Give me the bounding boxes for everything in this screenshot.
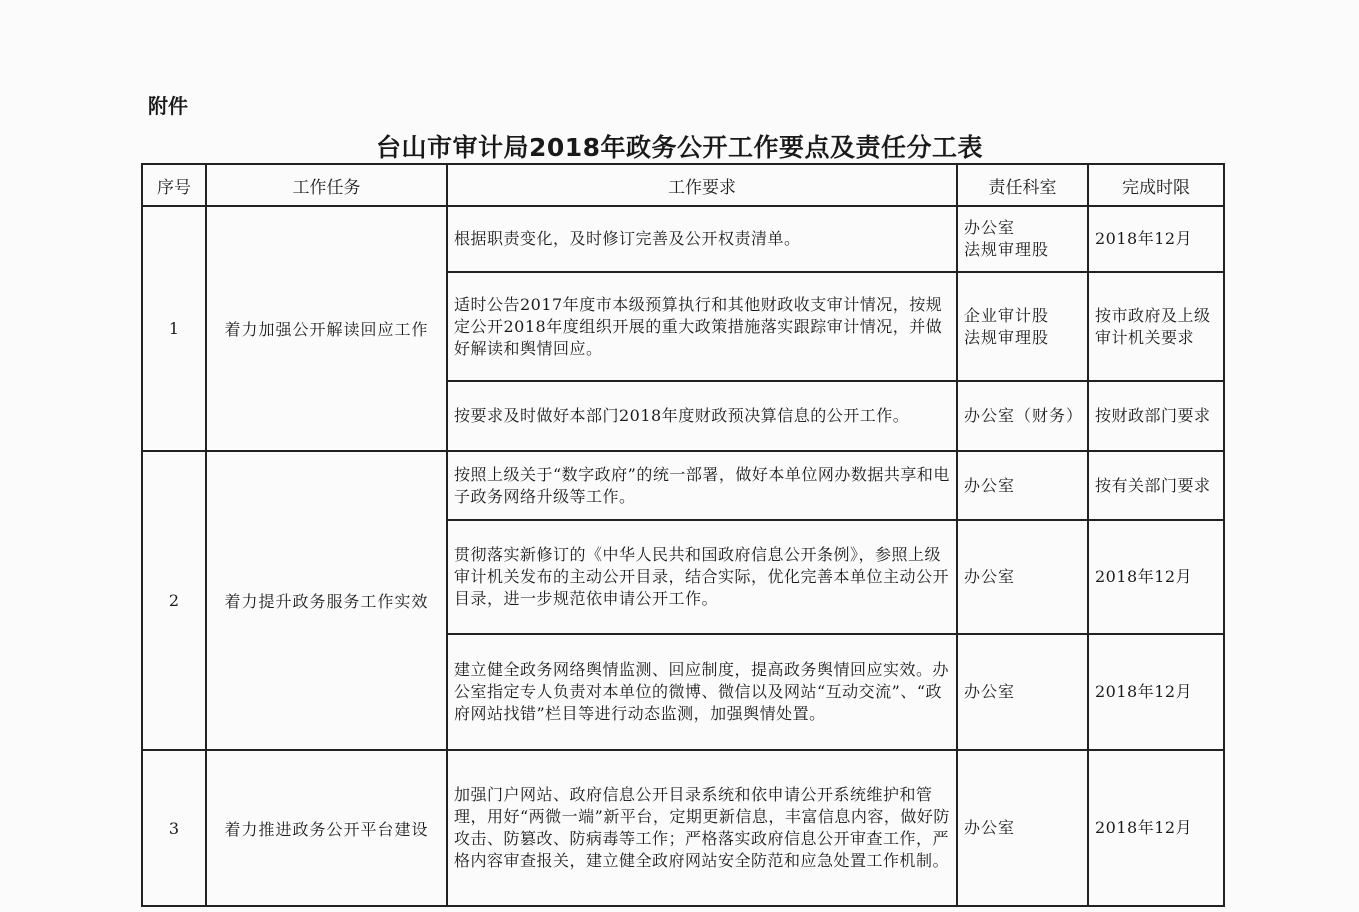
table-row [142,750,1224,906]
work-requirement: 按要求及时做好本部门2018年度财政预决算信息的公开工作。 [447,381,957,451]
responsibility-table [141,163,1225,907]
department-name: 法规审理股 [964,327,1050,347]
department-name: 办公室 [964,567,1016,586]
responsible-department [957,272,1088,381]
work-task: 着力提升政务服务工作实效 [206,451,447,750]
work-requirement: 加强门户网站、政府信息公开目录系统和依申请公开系统维护和管理，用好“两微一端”新平台，定期更新信息，丰富信息内容，做好防攻击、防篡改、防病毒等工作；严格落实政府信息公开审查工作，严格内容审查报关，建立健全政府网站安全防范和应急处置工作机制。 [447,750,957,906]
department-name: 企业审计股 [964,305,1050,325]
header-task: 工作任务 [206,164,447,206]
department-name: 办公室（财务） [964,406,1084,425]
header-number: 序号 [142,164,206,206]
header-department: 责任科室 [957,164,1088,206]
work-requirement: 贯彻落实新修订的《中华人民共和国政府信息公开条例》，参照上级审计机关发布的主动公开目录，结合实际，优化完善本单位主动公开目录，进一步规范依申请公开工作。 [447,520,957,634]
department-name: 办公室 [964,475,1016,495]
deadline: 2018年12月 [1088,206,1224,272]
attachment-label: 附件 [148,94,188,118]
header-row [142,164,1224,206]
work-task: 着力加强公开解读回应工作 [206,206,447,451]
deadline: 2018年12月 [1088,634,1224,750]
table-row [142,206,1224,272]
responsible-department [957,634,1088,750]
table-row [142,451,1224,520]
deadline: 2018年12月 [1088,750,1224,906]
header-deadline: 完成时限 [1088,164,1224,206]
responsible-department [957,750,1088,906]
department-name: 法规审理股 [964,240,1050,259]
work-requirement: 根据职责变化，及时修订完善及公开权责清单。 [447,206,957,272]
deadline: 按财政部门要求 [1088,381,1224,451]
work-requirement: 建立健全政务网络舆情监测、回应制度，提高政务舆情回应实效。办公室指定专人负责对本单位的微博、微信以及网站“互动交流”、“政府网站找错”栏目等进行动态监测，加强舆情处置。 [447,634,957,750]
responsible-department [957,520,1088,634]
department-name: 办公室 [964,818,1016,837]
deadline: 2018年12月 [1088,520,1224,634]
deadline: 按市政府及上级审计机关要求 [1088,272,1224,381]
work-requirement: 适时公告2017年度市本级预算执行和其他财政收支审计情况，按规定公开2018年度组织开展的重大政策措施落实跟踪审计情况，并做好解读和舆情回应。 [447,272,957,381]
department-name: 办公室 [964,218,1016,237]
document-title: 台山市审计局2018年政务公开工作要点及责任分工表 [375,133,984,162]
department-name: 办公室 [964,682,1016,701]
row-number: 1 [142,206,206,451]
responsible-department [957,206,1088,272]
row-number: 3 [142,750,206,906]
deadline: 按有关部门要求 [1088,451,1224,520]
header-requirement: 工作要求 [447,164,957,206]
work-task: 着力推进政务公开平台建设 [206,750,447,906]
row-number: 2 [142,451,206,750]
responsible-department [957,451,1088,520]
responsible-department [957,381,1088,451]
work-requirement: 按照上级关于“数字政府”的统一部署，做好本单位网办数据共享和电子政务网络升级等工作。 [447,451,957,520]
